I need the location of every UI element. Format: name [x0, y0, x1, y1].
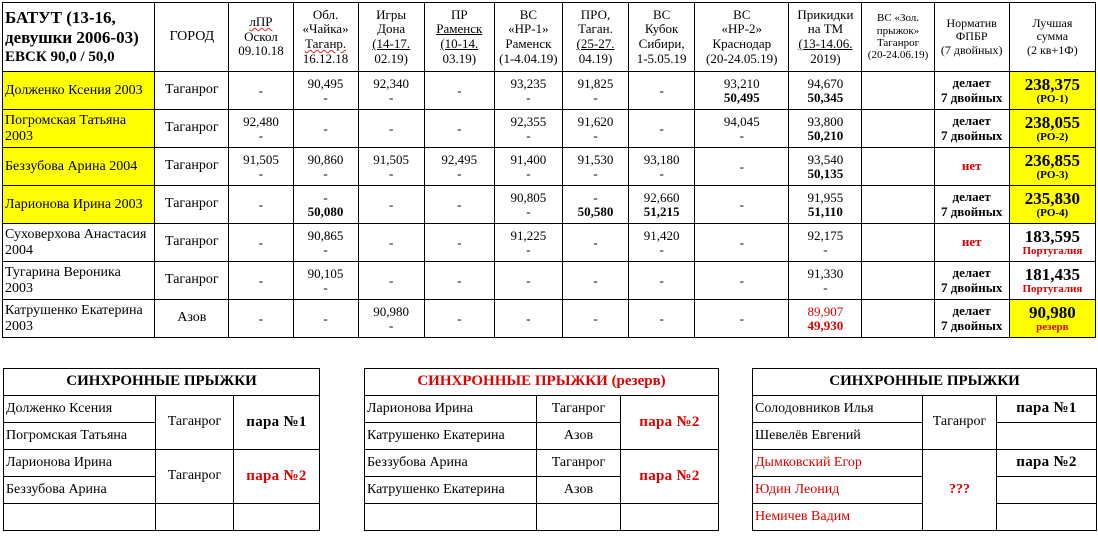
- score-cell: [293, 72, 358, 110]
- score-value: -: [739, 272, 744, 288]
- synchro1-name-2: Погромская Татьяна: [4, 423, 156, 450]
- athlete-name: Тугарина Вероника 2003: [3, 262, 155, 300]
- score-value: 50,080: [307, 203, 344, 219]
- athlete-city: Азов: [155, 300, 229, 338]
- score-cell: [424, 72, 494, 110]
- score-value: 92,340: [373, 75, 410, 91]
- best-sum-note: (РО-1): [1036, 92, 1069, 105]
- score-value: 90,805: [510, 189, 547, 205]
- comp-header-10: ВС «Зол. прыжок» Таганрог (20-24.06.19): [862, 3, 934, 72]
- best-sum-value: 183,595: [1024, 226, 1080, 246]
- score-cell: [695, 224, 789, 262]
- score-cell: [358, 186, 424, 224]
- synchro3-name-4: Юдин Леонид: [753, 477, 923, 504]
- synchro3-city-2: ???: [923, 450, 997, 531]
- score-value: 92,660: [643, 189, 680, 205]
- score-cell: [629, 262, 695, 300]
- score-value: -: [258, 272, 264, 288]
- score-value: -: [388, 120, 394, 136]
- score-cell: [789, 262, 862, 300]
- score-cell: [862, 224, 934, 262]
- score-value: 49,930: [807, 317, 844, 333]
- score-value: -: [526, 272, 531, 288]
- best-sum-value: 238,055: [1024, 112, 1080, 132]
- score-value: -: [659, 241, 664, 257]
- norm-status: делает 7 двойных: [934, 72, 1009, 110]
- synchro1-city-2: Таганрог: [156, 450, 234, 504]
- score-value: -: [593, 89, 598, 105]
- score-value: -: [659, 120, 664, 136]
- score-value: -: [593, 165, 598, 181]
- score-cell: [229, 186, 293, 224]
- score-value: 50,580: [577, 203, 614, 219]
- score-value: -: [388, 317, 394, 333]
- score-cell: [293, 224, 358, 262]
- score-cell: [229, 110, 293, 148]
- score-cell: [789, 110, 862, 148]
- score-value: 92,495: [441, 151, 478, 167]
- norm-status: нет: [934, 224, 1009, 262]
- score-value: 94,670: [807, 75, 844, 91]
- score-value: -: [258, 82, 264, 98]
- score-value: -: [323, 241, 328, 257]
- norm-header: Норматив ФПБР (7 двойных): [934, 3, 1009, 72]
- score-value: -: [323, 279, 328, 295]
- score-value: -: [659, 82, 664, 98]
- score-value: -: [593, 189, 598, 205]
- synchro2-name-2: Катрушенко Екатерина: [365, 423, 537, 450]
- score-cell: [293, 148, 358, 186]
- score-value: -: [659, 310, 664, 326]
- score-cell: [229, 262, 293, 300]
- score-value: -: [526, 127, 531, 143]
- score-cell: [862, 186, 934, 224]
- score-value: 93,540: [807, 151, 844, 167]
- score-cell: [229, 224, 293, 262]
- score-value: 91,825: [577, 75, 614, 91]
- comp-header-4: ПР Раменск (10-14. 03.19): [424, 3, 494, 72]
- score-value: -: [526, 310, 531, 326]
- synchro1-name-1: Долженко Ксения: [4, 396, 156, 423]
- table-row: [3, 224, 1096, 262]
- score-value: 92,175: [807, 227, 844, 243]
- norm-status: делает 7 двойных: [934, 110, 1009, 148]
- score-value: -: [258, 234, 264, 250]
- synchro3-name-3: Дымковский Егор: [753, 450, 923, 477]
- score-cell: [629, 186, 695, 224]
- score-cell: [789, 224, 862, 262]
- score-cell: [358, 72, 424, 110]
- score-cell: [629, 148, 695, 186]
- score-cell: [424, 224, 494, 262]
- score-value: -: [323, 165, 328, 181]
- score-cell: [494, 186, 562, 224]
- score-value: 91,530: [577, 151, 614, 167]
- athlete-city: Таганрог: [155, 186, 229, 224]
- score-cell: [358, 224, 424, 262]
- synchro1-pair-2: пара №2: [234, 450, 320, 504]
- score-value: 90,980: [373, 303, 410, 319]
- table-row: [3, 110, 1096, 148]
- score-cell: [629, 224, 695, 262]
- score-value: -: [258, 165, 264, 181]
- score-value: 91,505: [243, 151, 279, 167]
- synchro1-empty: [4, 504, 156, 531]
- score-cell: [862, 262, 934, 300]
- score-value: 93,210: [723, 75, 760, 91]
- athlete-name: Долженко Ксения 2003: [3, 72, 155, 110]
- score-value: 50,135: [807, 165, 844, 181]
- score-cell: [695, 148, 789, 186]
- score-value: -: [593, 234, 598, 250]
- score-value: -: [593, 272, 598, 288]
- norm-status: делает 7 двойных: [934, 186, 1009, 224]
- score-cell: [562, 186, 628, 224]
- synchro1-name-4: Беззубова Арина: [4, 477, 156, 504]
- comp-header-2: Обл. «Чайка» Таганр. 16.12.18: [293, 3, 358, 72]
- score-value: 93,800: [807, 113, 844, 129]
- results-table: [2, 2, 1096, 338]
- table-row: [3, 300, 1096, 338]
- score-value: 51,215: [643, 203, 680, 219]
- athlete-city: Таганрог: [155, 262, 229, 300]
- score-cell: [229, 148, 293, 186]
- score-cell: [695, 110, 789, 148]
- score-cell: [494, 148, 562, 186]
- score-value: 94,045: [723, 113, 760, 129]
- score-value: -: [388, 165, 394, 181]
- comp-header-3: Игры Дона (14-17. 02.19): [358, 3, 424, 72]
- table-row: [3, 262, 1096, 300]
- best-sum-note: (РО-2): [1036, 130, 1069, 143]
- score-value: 93,235: [510, 75, 547, 91]
- synchro2-city-3: Таганрог: [537, 450, 621, 477]
- score-value: -: [457, 82, 462, 98]
- score-value: 90,105: [307, 265, 344, 281]
- score-cell: [629, 110, 695, 148]
- synchro-title-3: СИНХРОННЫЕ ПРЫЖКИ: [753, 369, 1097, 396]
- score-cell: [358, 110, 424, 148]
- score-value: -: [739, 310, 744, 326]
- best-sum: [1009, 72, 1095, 110]
- athlete-city: Таганрог: [155, 110, 229, 148]
- synchro-title-2-main: СИНХРОННЫЕ ПРЫЖКИ: [417, 373, 608, 390]
- score-cell: [562, 148, 628, 186]
- score-cell: [789, 148, 862, 186]
- score-value: -: [526, 89, 531, 105]
- score-value: 91,225: [510, 227, 547, 243]
- synchro1-city-1: Таганрог: [156, 396, 234, 450]
- best-sum-note: (РО-4): [1036, 206, 1069, 219]
- best-sum-note: Португалия: [1022, 244, 1083, 257]
- athlete-city: Таганрог: [155, 72, 229, 110]
- score-cell: [424, 110, 494, 148]
- synchro-title-1: СИНХРОННЫЕ ПРЫЖКИ: [4, 369, 320, 396]
- synchro3-name-1: Солодовников Илья: [753, 396, 923, 423]
- score-cell: [494, 300, 562, 338]
- athlete-name: Беззубова Арина 2004: [3, 148, 155, 186]
- score-value: 50,345: [807, 89, 844, 105]
- best-sum: [1009, 224, 1095, 262]
- synchro3-pair-1: пара №1: [997, 396, 1097, 423]
- score-cell: [629, 72, 695, 110]
- score-cell: [424, 148, 494, 186]
- score-cell: [229, 72, 293, 110]
- synchro2-name-4: Катрушенко Екатерина: [365, 477, 537, 504]
- score-cell: [862, 110, 934, 148]
- score-cell: [358, 300, 424, 338]
- best-sum-note: резерв: [1036, 320, 1069, 333]
- score-value: 91,420: [643, 227, 680, 243]
- norm-status: нет: [934, 148, 1009, 186]
- norm-status: делает 7 двойных: [934, 300, 1009, 338]
- city-header: ГОРОД: [155, 3, 229, 72]
- score-value: 51,110: [807, 203, 843, 219]
- score-value: -: [388, 89, 394, 105]
- score-value: -: [526, 203, 531, 219]
- score-cell: [562, 262, 628, 300]
- score-cell: [293, 186, 358, 224]
- athlete-city: Таганрог: [155, 224, 229, 262]
- best-sum: [1009, 300, 1095, 338]
- score-value: -: [659, 165, 664, 181]
- score-value: -: [593, 127, 598, 143]
- table-title: БАТУТ (13-16, девушки 2006-03) ЕВСК 90,0 / 50,0: [3, 3, 155, 72]
- score-cell: [695, 72, 789, 110]
- score-value: -: [739, 158, 744, 174]
- score-cell: [494, 72, 562, 110]
- score-cell: [293, 300, 358, 338]
- synchro3-pair-2: пара №2: [997, 450, 1097, 477]
- score-cell: [695, 300, 789, 338]
- best-sum: [1009, 262, 1095, 300]
- score-cell: [789, 300, 862, 338]
- athlete-name: Погромская Татьяна 2003: [3, 110, 155, 148]
- score-value: 93,180: [643, 151, 680, 167]
- score-value: -: [526, 165, 531, 181]
- score-value: 89,907: [807, 303, 844, 319]
- synchro-table-1: [3, 368, 320, 531]
- athlete-name: Ларионова Ирина 2003: [3, 186, 155, 224]
- score-value: -: [823, 279, 828, 295]
- synchro-table-2: [364, 368, 719, 531]
- synchro2-empty: [365, 504, 537, 531]
- synchro2-pair-1: пара №2: [621, 396, 719, 450]
- best-sum-note: Португалия: [1022, 282, 1083, 295]
- score-cell: [424, 300, 494, 338]
- score-cell: [562, 72, 628, 110]
- score-cell: [494, 110, 562, 148]
- comp-header-5: ВС «НР-1» Раменск (1-4.04.19): [494, 3, 562, 72]
- synchro2-city-2: Азов: [537, 423, 621, 450]
- score-value: -: [258, 310, 264, 326]
- score-cell: [424, 186, 494, 224]
- synchro2-city-1: Таганрог: [537, 396, 621, 423]
- synchro2-city-4: Азов: [537, 477, 621, 504]
- score-value: 90,860: [307, 151, 344, 167]
- best-sum-value: 90,980: [1028, 302, 1076, 322]
- score-value: -: [457, 196, 462, 212]
- synchro-title-2: [365, 369, 719, 396]
- score-value: 50,210: [807, 127, 844, 143]
- synchro1-name-3: Ларионова Ирина: [4, 450, 156, 477]
- table-row: [3, 72, 1096, 110]
- score-cell: [695, 186, 789, 224]
- comp-header-8: ВС «НР-2» Краснодар (20-24.05.19): [695, 3, 789, 72]
- score-cell: [494, 224, 562, 262]
- synchro1-pair-1: пара №1: [234, 396, 320, 450]
- best-sum-note: (РО-3): [1036, 168, 1069, 181]
- score-value: 91,620: [577, 113, 614, 129]
- athlete-name: Катрушенко Екатерина 2003: [3, 300, 155, 338]
- score-value: 50,495: [723, 89, 760, 105]
- synchro3-city-1: Таганрог: [923, 396, 997, 450]
- best-sum-value: 238,375: [1024, 74, 1080, 94]
- synchro-title-2-suffix: (резерв): [611, 373, 666, 390]
- score-value: -: [526, 241, 531, 257]
- score-value: -: [323, 189, 328, 205]
- score-value: -: [457, 272, 462, 288]
- synchro2-name-1: Ларионова Ирина: [365, 396, 537, 423]
- score-cell: [293, 262, 358, 300]
- best-sum-value: 181,435: [1024, 264, 1080, 284]
- score-cell: [293, 110, 358, 148]
- score-value: 90,495: [307, 75, 344, 91]
- score-cell: [695, 262, 789, 300]
- table-row: [3, 148, 1096, 186]
- score-value: 91,330: [807, 265, 844, 281]
- header-row: [3, 3, 1096, 72]
- comp-header-7: ВС Кубок Сибири, 1-5.05.19: [629, 3, 695, 72]
- synchro2-pair-2: пара №2: [621, 450, 719, 504]
- table-row: [3, 186, 1096, 224]
- best-sum: [1009, 186, 1095, 224]
- best-header: Лучшая сумма (2 кв+1Ф): [1009, 3, 1095, 72]
- norm-status: делает 7 двойных: [934, 262, 1009, 300]
- comp-header-1: лПР Оскол 09.10.18: [229, 3, 293, 72]
- score-value: -: [739, 196, 744, 212]
- comp-header-9: Прикидки на ТМ (13-14.06. 2019): [789, 3, 862, 72]
- athlete-name: Суховерхова Анастасия 2004: [3, 224, 155, 262]
- score-cell: [358, 262, 424, 300]
- score-value: 91,955: [807, 189, 844, 205]
- score-value: 92,355: [510, 113, 547, 129]
- score-cell: [562, 224, 628, 262]
- score-value: -: [593, 310, 598, 326]
- score-value: -: [457, 234, 462, 250]
- score-cell: [494, 262, 562, 300]
- score-value: -: [739, 127, 744, 143]
- score-value: -: [258, 196, 264, 212]
- score-cell: [562, 110, 628, 148]
- score-value: -: [388, 234, 394, 250]
- score-value: -: [457, 310, 462, 326]
- best-sum-value: 236,855: [1024, 150, 1080, 170]
- score-cell: [789, 72, 862, 110]
- best-sum: [1009, 148, 1095, 186]
- synchro3-name-2: Шевелёв Евгений: [753, 423, 923, 450]
- score-value: -: [388, 196, 394, 212]
- score-cell: [229, 300, 293, 338]
- score-value: -: [659, 272, 664, 288]
- score-cell: [862, 300, 934, 338]
- score-value: 91,400: [510, 151, 547, 167]
- score-value: -: [323, 120, 328, 136]
- score-value: 90,865: [307, 227, 344, 243]
- score-value: -: [323, 89, 328, 105]
- score-value: -: [739, 234, 744, 250]
- best-sum: [1009, 110, 1095, 148]
- score-value: -: [388, 272, 394, 288]
- score-value: -: [323, 310, 328, 326]
- score-value: 91,505: [373, 151, 410, 167]
- comp-header-6: ПРО, Таган. (25-27. 04.19): [562, 3, 628, 72]
- score-cell: [562, 300, 628, 338]
- score-value: -: [457, 120, 462, 136]
- athlete-city: Таганрог: [155, 148, 229, 186]
- synchro-table-3: [752, 368, 1097, 531]
- score-cell: [862, 72, 934, 110]
- score-value: -: [457, 165, 462, 181]
- score-value: 92,480: [243, 113, 279, 129]
- best-sum-value: 235,830: [1024, 188, 1080, 208]
- synchro3-name-5: Немичев Вадим: [753, 504, 923, 531]
- score-cell: [358, 148, 424, 186]
- score-cell: [629, 300, 695, 338]
- score-cell: [862, 148, 934, 186]
- score-cell: [789, 186, 862, 224]
- score-cell: [424, 262, 494, 300]
- score-value: -: [258, 127, 264, 143]
- synchro2-name-3: Беззубова Арина: [365, 450, 537, 477]
- score-value: -: [823, 241, 828, 257]
